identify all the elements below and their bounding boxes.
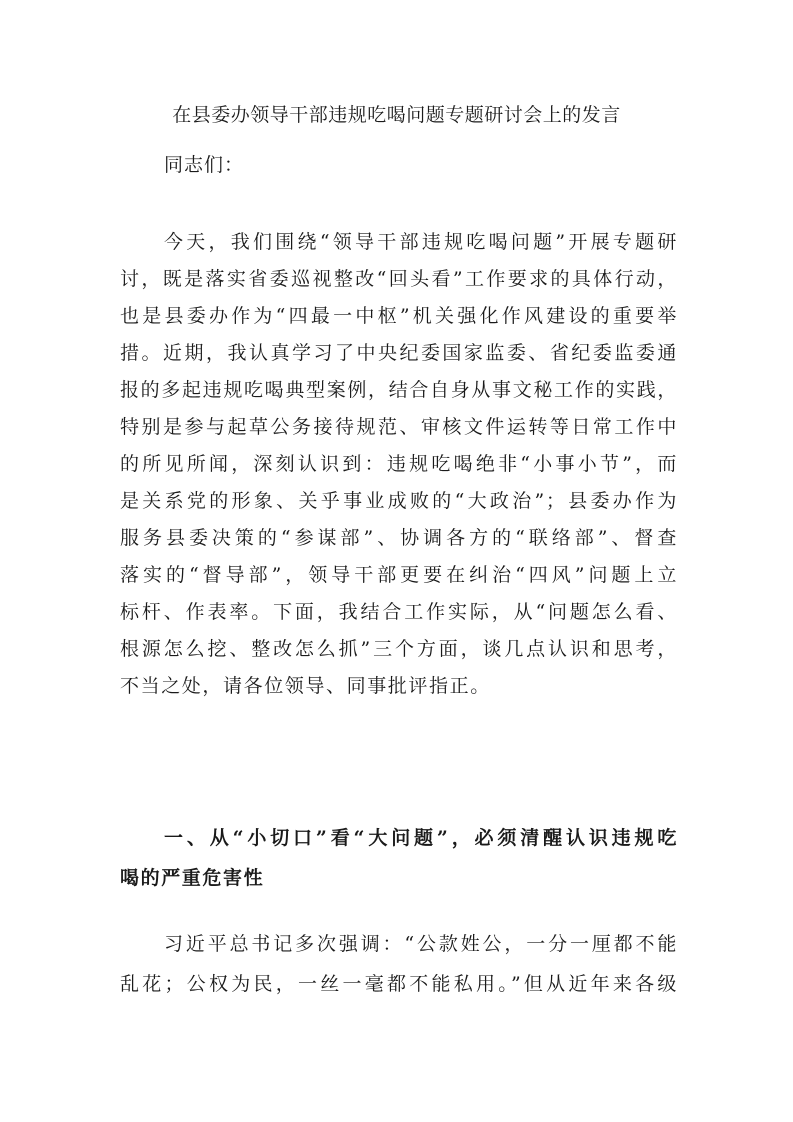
paragraph-line: 特别是参与起草公务接待规范、审核文件运转等日常工作中	[120, 416, 678, 438]
heading-line: 一、从“小切口”看“大问题”，必须清醒认识违规吃	[164, 827, 678, 849]
paragraph-line: 是关系党的形象、关乎事业成败的“大政治”；县委办作为	[120, 490, 678, 512]
section-heading-1	[120, 818, 678, 898]
paragraph-section1	[120, 924, 678, 1004]
salutation: 同志们：	[164, 154, 245, 176]
paragraph-line: 习近平总书记多次强调：“公款姓公，一分一厘都不能	[164, 933, 678, 955]
paragraph-line: 也是县委办作为“四最一中枢”机关强化作风建设的重要举	[120, 305, 678, 327]
paragraph-line: 报的多起违规吃喝典型案例，结合自身从事文秘工作的实践，	[120, 379, 678, 401]
paragraph-line: 服务县委决策的“参谋部”、协调各方的“联络部”、督查	[120, 527, 678, 549]
paragraph-line: 的所见所闻，深刻认识到：违规吃喝绝非“小事小节”，而	[120, 453, 678, 475]
paragraph-line: 讨，既是落实省委巡视整改“回头看”工作要求的具体行动，	[120, 268, 678, 290]
paragraph-intro	[120, 224, 678, 705]
document-title: 在县委办领导干部违规吃喝问题专题研讨会上的发言	[172, 104, 621, 126]
paragraph-line: 落实的“督导部”，领导干部更要在纠治“四风”问题上立	[120, 564, 678, 586]
paragraph-line: 今天，我们围绕“领导干部违规吃喝问题”开展专题研	[164, 231, 678, 253]
heading-line: 喝的严重危害性	[120, 867, 265, 889]
paragraph-line: 根源怎么挖、整改怎么抓”三个方面，谈几点认识和思考，	[120, 638, 678, 660]
paragraph-line: 措。近期，我认真学习了中央纪委国家监委、省纪委监委通	[120, 342, 678, 364]
paragraph-line: 标杆、作表率。下面，我结合工作实际，从“问题怎么看、	[120, 601, 678, 623]
paragraph-line: 乱花；公权为民，一丝一毫都不能私用。”但从近年来各级	[120, 973, 678, 995]
paragraph-line: 不当之处，请各位领导、同事批评指正。	[120, 675, 491, 697]
